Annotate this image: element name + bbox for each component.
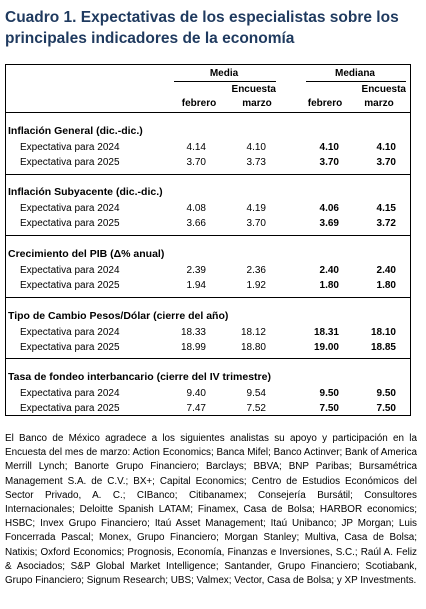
header-mediana: Mediana <box>334 68 375 79</box>
value-mediana-febrero: 3.70 <box>319 157 339 168</box>
page-title: Cuadro 1. Expectativas de los especialistas sobre los principales indicadores de la economía <box>5 9 399 47</box>
header-marzo-media: marzo <box>242 98 272 109</box>
value-media-marzo: 4.10 <box>246 142 266 153</box>
value-mediana-febrero: 4.06 <box>319 203 339 214</box>
value-media-marzo: 18.80 <box>240 342 266 353</box>
section-title-tasa-de-fondeo: Tasa de fondeo interbancario (cierre del IV trimestre) <box>8 371 271 383</box>
value-mediana-febrero: 7.50 <box>319 403 339 414</box>
value-media-febrero: 1.94 <box>186 280 206 291</box>
value-media-marzo: 2.36 <box>246 265 266 276</box>
header-mediana-rule <box>306 81 406 82</box>
value-media-marzo: 9.54 <box>246 388 266 399</box>
section-rule <box>6 174 410 175</box>
header-bottom-rule <box>6 112 410 113</box>
value-media-febrero: 4.08 <box>186 203 206 214</box>
value-mediana-marzo: 2.40 <box>376 265 396 276</box>
section-title-inflacion-general: Inflación General (dic.-dic.) <box>8 125 143 137</box>
value-media-marzo: 1.92 <box>246 280 266 291</box>
value-mediana-marzo: 3.70 <box>376 157 396 168</box>
header-encuesta-mediana: Encuesta <box>361 84 406 95</box>
value-media-febrero: 2.39 <box>186 265 206 276</box>
value-mediana-marzo: 9.50 <box>376 388 396 399</box>
value-media-marzo: 3.73 <box>246 157 266 168</box>
value-mediana-febrero: 1.80 <box>319 280 339 291</box>
value-mediana-febrero: 2.40 <box>319 265 339 276</box>
acknowledgement-note: El Banco de México agradece a los siguientes analistas su apoyo y participación en la Encuesta del mes de marzo: Action Economics; Banca Mifel; Banco Actinver; Bank of America Merrill Lynch; Banorte Grupo Financiero; Barclays; BBVA; BNP Paribas; Bursamétrica Management S.A. de C.V.; BX+; Capital Economics; Centro de Estudios Económicos del Sector Privado, A. C.; CIBanco; Citibanamex; Consejería Bursátil; Consultores Internacionales; Deloitte Spanish LATAM; Finamex, Casa de Bolsa; HARBOR economics; HSBC; Invex Grupo Financiero; Itaú Asset Management; Itaú Unibanco; JP Morgan; Luis Foncerrada Pascal; Monex, Grupo Financiero; Morgan Stanley; Multiva, Casa de Bolsa; Natixis; Oxford Economics; Prognosis, Economía, Finanzas e Inversiones, S.C.; Raúl A. Feliz & Asociados; S&P Global Market Intelligence; Santander, Grupo Financiero; Scotiabank, Grupo Financiero; Signum Research; UBS; Valmex; Vector, Casa de Bolsa; y XP Investments. <box>5 433 417 587</box>
header-encuesta-media: Encuesta <box>231 84 276 95</box>
value-mediana-marzo: 3.72 <box>376 218 396 229</box>
row-label: Expectativa para 2024 <box>20 327 120 338</box>
section-title-tipo-de-cambio: Tipo de Cambio Pesos/Dólar (cierre del año) <box>8 310 229 322</box>
value-mediana-febrero: 3.69 <box>319 218 339 229</box>
row-label: Expectativa para 2025 <box>20 403 120 414</box>
header-media-rule <box>174 81 276 82</box>
header-media: Media <box>209 68 239 79</box>
section-rule <box>6 358 410 359</box>
row-label: Expectativa para 2024 <box>20 142 120 153</box>
value-mediana-marzo: 18.85 <box>370 342 396 353</box>
value-mediana-marzo: 1.80 <box>376 280 396 291</box>
value-media-febrero: 4.14 <box>186 142 206 153</box>
header-febrero-media: febrero <box>181 98 217 109</box>
value-media-febrero: 18.33 <box>180 327 206 338</box>
value-mediana-marzo: 7.50 <box>376 403 396 414</box>
row-label: Expectativa para 2025 <box>20 342 120 353</box>
value-mediana-marzo: 4.10 <box>376 142 396 153</box>
row-label: Expectativa para 2024 <box>20 265 120 276</box>
row-label: Expectativa para 2025 <box>20 280 120 291</box>
value-media-febrero: 18.99 <box>180 342 206 353</box>
header-marzo-mediana: marzo <box>364 98 394 109</box>
row-label: Expectativa para 2024 <box>20 203 120 214</box>
value-mediana-marzo: 4.15 <box>376 203 396 214</box>
section-title-inflacion-subyacente: Inflación Subyacente (dic.-dic.) <box>8 186 163 198</box>
row-label: Expectativa para 2024 <box>20 388 120 399</box>
value-mediana-marzo: 18.10 <box>370 327 396 338</box>
value-media-marzo: 18.12 <box>240 327 266 338</box>
section-rule <box>6 297 410 298</box>
value-mediana-febrero: 4.10 <box>319 142 339 153</box>
section-title-crecimiento-pib: Crecimiento del PIB (Δ% anual) <box>8 248 165 260</box>
value-media-febrero: 9.40 <box>186 388 206 399</box>
row-label: Expectativa para 2025 <box>20 157 120 168</box>
section-rule <box>6 235 410 236</box>
value-media-marzo: 4.19 <box>246 203 266 214</box>
expectations-table <box>5 64 411 416</box>
row-label: Expectativa para 2025 <box>20 218 120 229</box>
value-media-febrero: 7.47 <box>186 403 206 414</box>
value-media-febrero: 3.66 <box>186 218 206 229</box>
value-mediana-febrero: 19.00 <box>313 342 339 353</box>
value-media-marzo: 3.70 <box>246 218 266 229</box>
value-mediana-febrero: 18.31 <box>313 327 339 338</box>
header-febrero-mediana: febrero <box>307 98 343 109</box>
value-media-marzo: 7.52 <box>246 403 266 414</box>
value-mediana-febrero: 9.50 <box>319 388 339 399</box>
value-media-febrero: 3.70 <box>186 157 206 168</box>
